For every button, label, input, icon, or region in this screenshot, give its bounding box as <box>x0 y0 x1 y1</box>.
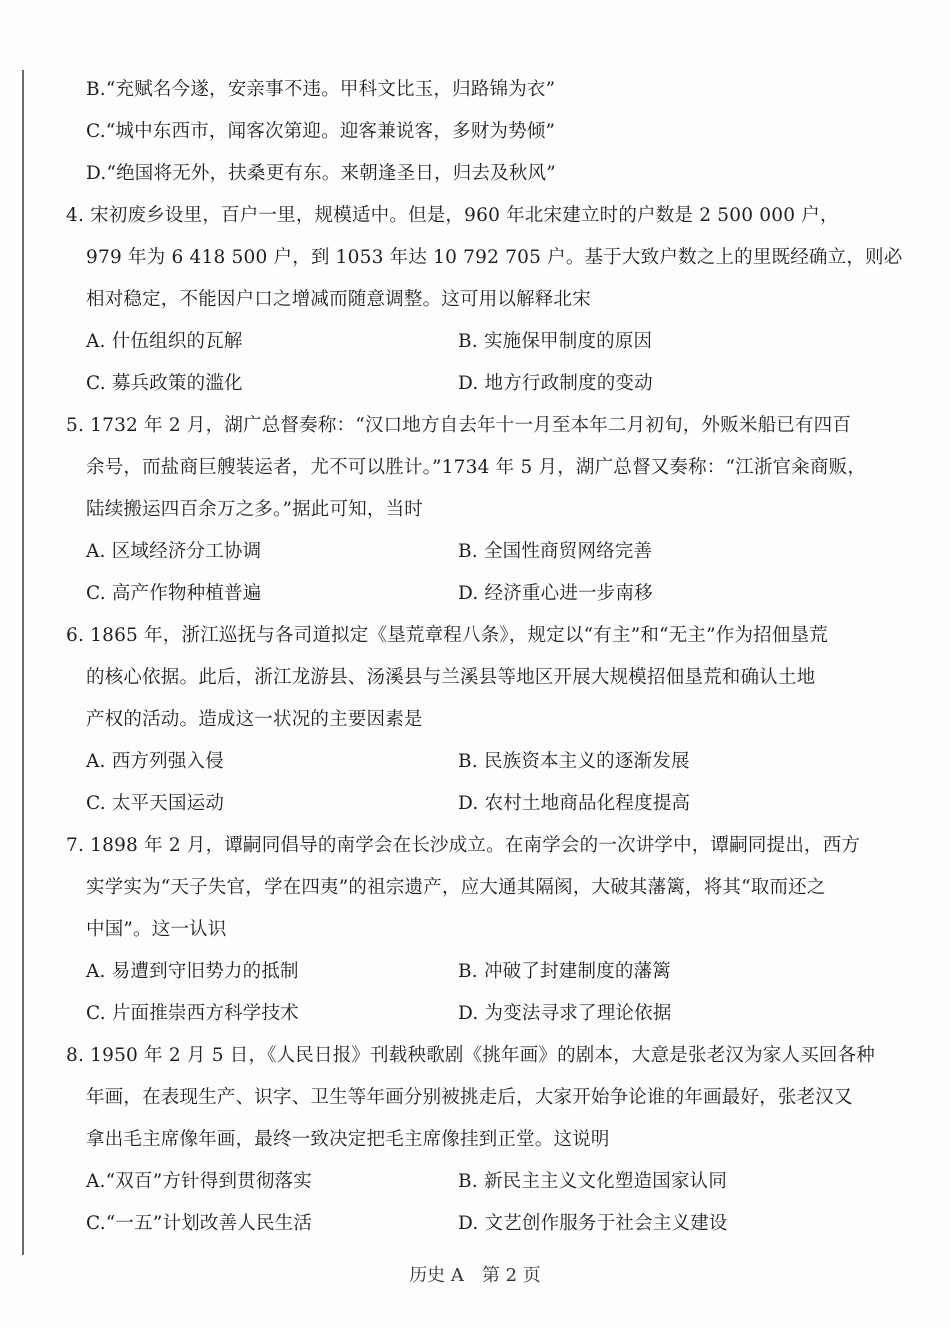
q5-option-a: A. 区域经济分工协调 <box>86 541 262 562</box>
q3-option-b: B.“充赋名今遂，安亲事不违。甲科文比玉，归路锦为衣” <box>86 79 556 100</box>
q6-option-d: D. 农村土地商品化程度提高 <box>458 793 691 814</box>
q8-stem-line-2: 年画，在表现生产、识字、卫生等年画分别被挑走后，大家开始争论谁的年画最好，张老汉又 <box>86 1087 853 1108</box>
q6-option-b: B. 民族资本主义的逐渐发展 <box>458 751 690 772</box>
q6-option-a: A. 西方列强入侵 <box>86 751 224 772</box>
q8-option-b: B. 新民主主义文化塑造国家认同 <box>458 1171 728 1192</box>
q8-option-c: C.“一五”计划改善人民生活 <box>86 1213 313 1234</box>
q4-option-b: B. 实施保甲制度的原因 <box>458 331 653 352</box>
q6-stem-line-2: 的核心依据。此后，浙江龙游县、汤溪县与兰溪县等地区开展大规模招佃垦荒和确认土地 <box>86 667 816 688</box>
q8-stem-line-1: 8. 1950 年 2 月 5 日，《人民日报》刊载秧歌剧《挑年画》的剧本，大意是张老汉为家人买回各种 <box>66 1045 876 1066</box>
q4-stem-line-3: 相对稳定，不能因户口之增减而随意调整。这可用以解释北宋 <box>86 289 591 310</box>
q7-option-c: C. 片面推崇西方科学技术 <box>86 1003 299 1024</box>
margin-rule <box>22 70 24 1255</box>
q7-option-d: D. 为变法寻求了理论依据 <box>458 1003 672 1024</box>
q6-stem-line-1: 6. 1865 年，浙江巡抚与各司道拟定《垦荒章程八条》，规定以“有主”和“无主”作为招佃垦荒 <box>66 625 828 646</box>
q7-stem-line-3: 中国”。这一认识 <box>86 919 227 940</box>
page-footer <box>0 1262 950 1286</box>
q5-option-d: D. 经济重心进一步南移 <box>458 583 653 604</box>
q3-option-d: D.“绝国将无外，扶桑更有东。来朝逢圣日，归去及秋风” <box>86 163 556 184</box>
q4-option-a: A. 什伍组织的瓦解 <box>86 331 243 352</box>
page-footer-text: 历史 A 第 2 页 <box>409 1265 541 1286</box>
q6-stem-line-3: 产权的活动。造成这一状况的主要因素是 <box>86 709 423 730</box>
q5-stem-line-2: 余号，而盐商巨艘装运者，尤不可以胜计。”1734 年 5 月，湖广总督又奏称：“江浙官籴商贩， <box>86 457 867 478</box>
q7-option-b: B. 冲破了封建制度的藩篱 <box>458 961 671 982</box>
q6-option-c: C. 太平天国运动 <box>86 793 225 814</box>
q4-option-d: D. 地方行政制度的变动 <box>458 373 653 394</box>
q4-stem-line-2: 979 年为 6 418 500 户，到 1053 年达 10 792 705 户。基于大致户数之上的里既经确立，则必 <box>86 247 903 268</box>
q5-stem-line-3: 陆续搬运四百余万之多。”据此可知，当时 <box>86 499 424 520</box>
q7-option-a: A. 易遭到守旧势力的抵制 <box>86 961 299 982</box>
q4-option-c: C. 募兵政策的滥化 <box>86 373 243 394</box>
q5-stem-line-1: 5. 1732 年 2 月，湖广总督奏称：“汉口地方自去年十一月至本年二月初旬，外贩米船已有四百 <box>66 415 852 436</box>
q7-stem-line-1: 7. 1898 年 2 月，谭嗣同倡导的南学会在长沙成立。在南学会的一次讲学中，谭嗣同提出，西方 <box>66 835 861 856</box>
q5-option-b: B. 全国性商贸网络完善 <box>458 541 653 562</box>
q5-option-c: C. 高产作物种植普遍 <box>86 583 262 604</box>
q7-stem-line-2: 实学实为“天子失官，学在四夷”的祖宗遗产，应大通其隔阂，大破其藩篱，将其“取而还之 <box>86 877 826 898</box>
q3-option-c: C.“城中东西市，闻客次第迎。迎客兼说客，多财为势倾” <box>86 121 556 142</box>
q8-option-d: D. 文艺创作服务于社会主义建设 <box>458 1213 728 1234</box>
q8-option-a: A.“双百”方针得到贯彻落实 <box>86 1171 312 1192</box>
q8-stem-line-3: 拿出毛主席像年画，最终一致决定把毛主席像挂到正堂。这说明 <box>86 1129 610 1150</box>
q4-stem-line-1: 4. 宋初废乡设里，百户一里，规模适中。但是，960 年北宋建立时的户数是 2 500 000 户， <box>66 205 839 226</box>
